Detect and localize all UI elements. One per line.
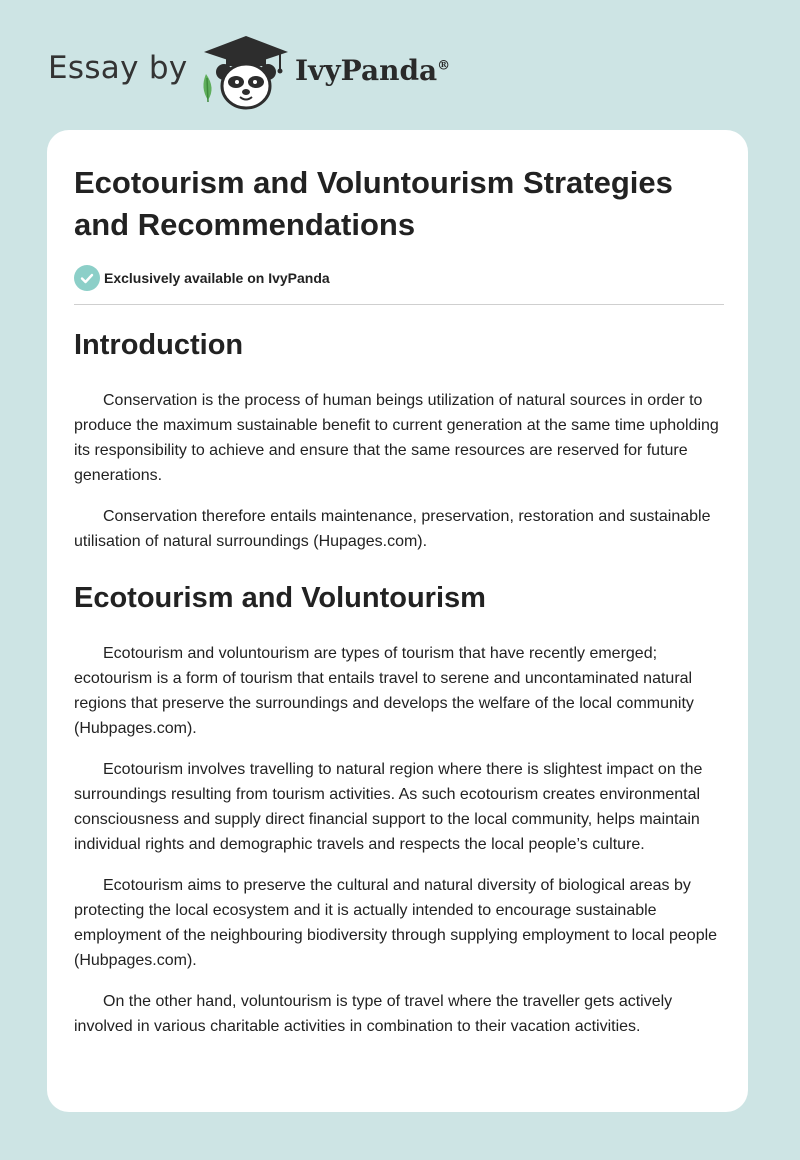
paragraph: Ecotourism involves travelling to natural region where there is slightest impact on the surroundings resulting from tourism activities. As such ecotourism creates environmental consciousness and supply direct financial support to the local community, helps maintain individual rights and demographic travels and respects the local people’s culture. (74, 761, 703, 853)
section-heading-ecotourism: Ecotourism and Voluntourism (74, 582, 486, 614)
check-circle-icon (74, 265, 100, 291)
brand-name[interactable]: IvyPanda® (295, 54, 451, 87)
essay-by-label: Essay by (48, 50, 188, 86)
essay-card (47, 130, 748, 1112)
paragraph: Ecotourism aims to preserve the cultural and natural diversity of biological areas by protecting the local ecosystem and it is actually intended to encourage sustainable employment of the neighbouring biodiversity through supplying employment to local people (Hubpages.com). (74, 877, 718, 969)
exclusive-label: Exclusively available on IvyPanda (104, 270, 330, 286)
divider (74, 304, 724, 305)
paragraph: Ecotourism and voluntourism are types of tourism that have recently emerged; ecotourism is a form of tourism that entails travel to serene and uncontaminated natural regions that preserve the surroundings and develops the welfare of the local community (Hubpages.com). (74, 645, 694, 737)
panda-graduate-icon[interactable] (200, 34, 292, 110)
paragraph: Conservation therefore entails maintenance, preservation, restoration and sustainable utilisation of natural surroundings (Hupages.com). (74, 508, 711, 550)
page-title: Ecotourism and Voluntourism Strategies and Recommendations (74, 165, 673, 242)
paragraph: On the other hand, voluntourism is type of travel where the traveller gets actively involved in various charitable activities in combination to their vacation activities. (74, 993, 673, 1035)
essay-content (74, 162, 724, 1039)
exclusive-badge (74, 264, 724, 292)
paragraph: Conservation is the process of human beings utilization of natural sources in order to produce the maximum sustainable benefit to current generation at the same time upholding its responsibility to achieve and ensure that the same resources are reserved for future generations. (74, 392, 719, 484)
site-header (48, 34, 548, 114)
section-heading-introduction: Introduction (74, 329, 244, 361)
registered-mark: ® (437, 58, 451, 74)
